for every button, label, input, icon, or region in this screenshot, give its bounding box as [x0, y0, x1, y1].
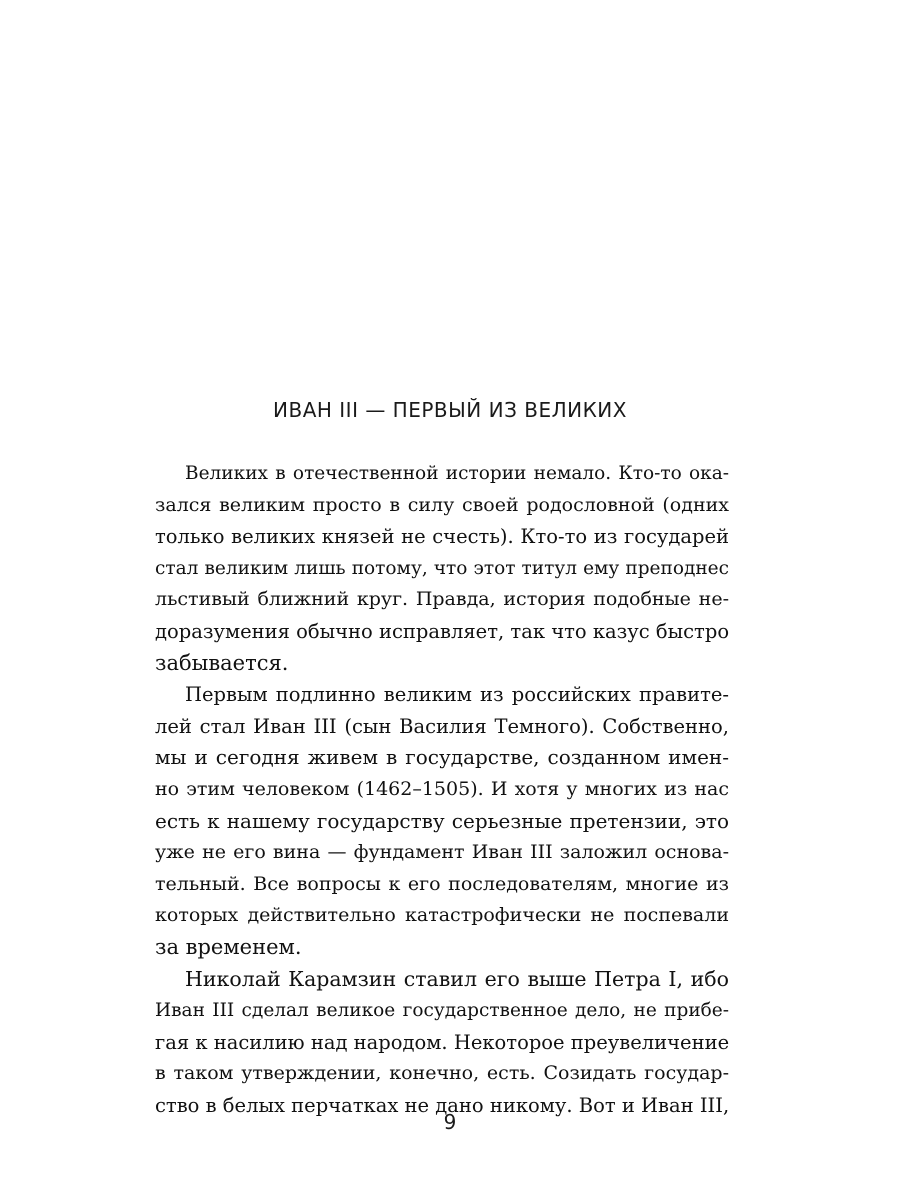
- paragraph: [155, 964, 729, 1122]
- text-line: Первым подлинно великим из российских правите-: [185, 683, 729, 707]
- text-line: Великих в отечественной истории немало. Кто-то ока-: [185, 463, 729, 484]
- paragraph: [155, 458, 729, 679]
- text-line: тельный. Все вопросы к его последователям, многие из: [155, 872, 729, 895]
- text-line: есть к нашему государству серьезные претензии, это: [155, 808, 729, 833]
- text-line: мы и сегодня живем в государстве, созданном имен-: [155, 745, 729, 770]
- body-text: [155, 458, 729, 1121]
- text-line: только великих князей не счесть). Кто-то из государей: [155, 525, 729, 549]
- page-number: 9: [443, 1110, 457, 1134]
- text-line: лей стал Иван III (сын Василия Темного). Собственно,: [155, 714, 729, 738]
- text-line: доразумения обычно исправляет, так что казус быстро: [155, 619, 730, 643]
- text-line: льстивый ближний круг. Правда, история подобные не-: [155, 588, 729, 611]
- text-line: уже не его вина — фундамент Иван III заложил основа-: [155, 841, 729, 864]
- chapter-title: ИВАН III — ПЕРВЫЙ ИЗ ВЕЛИКИХ: [273, 398, 627, 422]
- paragraph: [155, 679, 729, 963]
- text-line: стал великим лишь потому, что этот титул ему преподнес: [155, 557, 729, 579]
- text-line: но этим человеком (1462–1505). И хотя у многих из нас: [155, 777, 729, 800]
- text-line: забывается.: [155, 650, 289, 675]
- text-line: Николай Карамзин ставил его выше Петра I, ибо: [185, 966, 729, 991]
- text-line: в таком утверждении, конечно, есть. Созидать государ-: [155, 1062, 729, 1085]
- text-line: за временем.: [155, 934, 302, 959]
- text-line: гая к насилию над народом. Некоторое преувеличение: [155, 1030, 730, 1054]
- text-line: ство в белых перчатках не дано никому. Вот и Иван III,: [155, 1093, 730, 1117]
- text-line: Иван III сделал великое государственное дело, не прибе-: [155, 1000, 729, 1022]
- text-line: которых действительно катастрофически не поспевали: [155, 904, 729, 927]
- text-line: зался великим просто в силу своей родословной (одних: [155, 493, 729, 516]
